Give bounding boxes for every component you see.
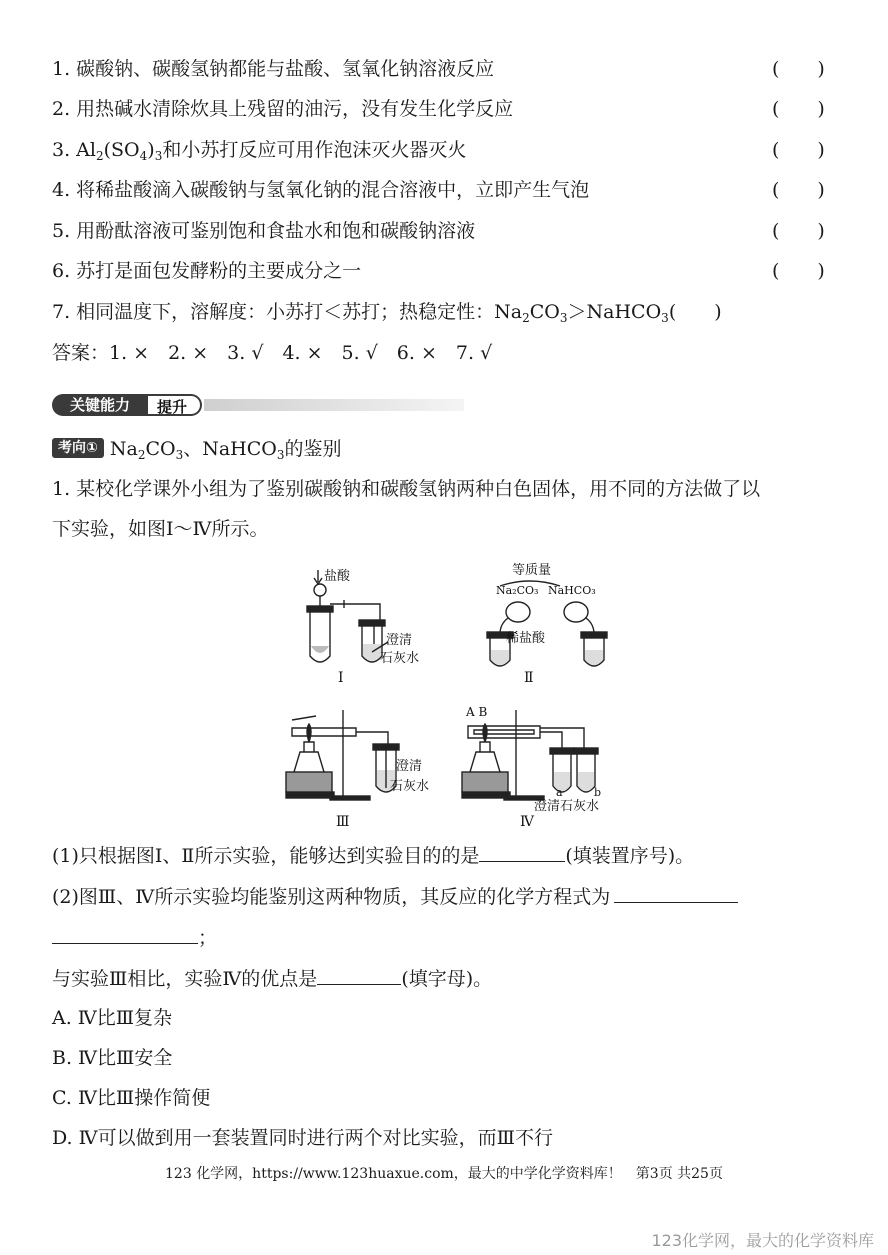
figure-4 bbox=[462, 705, 601, 830]
fig4-ab-label: A B bbox=[466, 705, 488, 719]
question-3: 3. $Al_2(SO_4)_3$和小苏打反应可用作泡沫灭火器灭火 bbox=[52, 139, 467, 163]
question-5: 5. 用酚酞溶液可鉴别饱和食盐水和饱和碳酸钠溶液 bbox=[52, 220, 476, 242]
question-1: 1. 碳酸钠、碳酸氢钠都能与盐酸、氢氧化钠溶液反应 bbox=[52, 58, 495, 80]
section-header bbox=[52, 394, 412, 416]
answer-key: 答案：1. × 2. × 3. √ 4. × 5. √ 6. × 7. √ bbox=[52, 342, 493, 364]
section-header-light: 提升 bbox=[144, 394, 202, 416]
figure-3 bbox=[286, 710, 429, 830]
answer-paren-6: ( ) bbox=[772, 260, 825, 282]
answer-paren-3: ( ) bbox=[772, 139, 825, 161]
fig1-roman-label: Ⅰ bbox=[338, 670, 344, 686]
subquestion-2: (2)图Ⅲ、Ⅳ所示实验均能鉴别这两种物质，其反应的化学方程式为 bbox=[52, 884, 738, 909]
subquestion-3: 与实验Ⅲ相比，实验Ⅳ的优点是 (填字母)。 bbox=[52, 968, 493, 990]
option-a: A. Ⅳ比Ⅲ复杂 bbox=[52, 1007, 173, 1029]
fig4-a-label: a bbox=[556, 786, 563, 799]
apparatus-figures bbox=[0, 560, 888, 830]
answer-paren-5: ( ) bbox=[772, 220, 825, 242]
figure-2 bbox=[487, 563, 607, 686]
fig2-nahco3-label: NaHCO₃ bbox=[548, 584, 596, 597]
section-header-bar bbox=[204, 399, 464, 411]
answer-blank-2[interactable] bbox=[614, 884, 738, 903]
fig2-acid-label: 稀盐酸 bbox=[506, 631, 546, 646]
fig4-lime-label: 澄清石灰水 bbox=[534, 799, 600, 814]
fig1-acid-label: 盐酸 bbox=[324, 569, 351, 584]
fig3-lime-label-2: 石灰水 bbox=[390, 779, 430, 794]
fig2-na2co3-label: Na₂CO₃ bbox=[496, 584, 539, 597]
fig2-equal-label: 等质量 bbox=[512, 563, 552, 578]
question-7: 7. 相同温度下，溶解度：小苏打＜苏打；热稳定性：$Na_2CO_3>NaHCO_3$( ) bbox=[52, 301, 722, 325]
question-2: 2. 用热碱水清除炊具上残留的油污，没有发生化学反应 bbox=[52, 98, 514, 120]
option-b: B. Ⅳ比Ⅲ安全 bbox=[52, 1047, 173, 1069]
fig2-roman-label: Ⅱ bbox=[524, 670, 534, 686]
answer-paren-1: ( ) bbox=[772, 58, 825, 80]
fig4-b-label: b bbox=[594, 786, 602, 799]
option-d: D. Ⅳ可以做到用一套装置同时进行两个对比实验，而Ⅲ不行 bbox=[52, 1127, 553, 1149]
kaoxiang-heading bbox=[52, 434, 342, 462]
page-footer: 123 化学网，https://www.123huaxue.com，最大的中学化学资料库！ 第3页 共25页 bbox=[165, 1166, 723, 1182]
fig3-roman-label: Ⅲ bbox=[336, 814, 350, 830]
kaoxiang-badge: 考向① bbox=[52, 438, 104, 458]
answer-blank-3[interactable] bbox=[52, 925, 198, 944]
answer-paren-4: ( ) bbox=[772, 179, 825, 201]
question-4: 4. 将稀盐酸滴入碳酸钠与氢氧化钠的混合溶液中，立即产生气泡 bbox=[52, 179, 590, 201]
answer-paren-2: ( ) bbox=[772, 98, 825, 120]
fig1-lime-label-2: 石灰水 bbox=[380, 651, 420, 666]
fig4-roman-label: Ⅳ bbox=[520, 814, 534, 830]
problem-line-1: 1. 某校化学课外小组为了鉴别碳酸钠和碳酸氢钠两种白色固体，用不同的方法做了以 bbox=[52, 478, 761, 500]
problem-line-2: 下实验，如图Ⅰ～Ⅳ所示。 bbox=[52, 518, 269, 540]
figure-1 bbox=[307, 568, 419, 686]
option-c: C. Ⅳ比Ⅲ操作简便 bbox=[52, 1087, 211, 1109]
answer-blank-1[interactable] bbox=[479, 843, 565, 862]
subquestion-2-cont: ； bbox=[52, 925, 217, 950]
fig1-lime-label-1: 澄清 bbox=[386, 633, 413, 648]
section-header-dark: 关键能力 bbox=[52, 394, 148, 416]
kaoxiang-title: $Na_2CO_3$、NaHCO$_3$的鉴别 bbox=[109, 438, 342, 462]
question-6: 6. 苏打是面包发酵粉的主要成分之一 bbox=[52, 260, 362, 282]
watermark: 123化学网，最大的化学资料库 bbox=[651, 1231, 874, 1250]
answer-blank-4[interactable] bbox=[317, 966, 401, 985]
subquestion-1: (1)只根据图Ⅰ、Ⅱ所示实验，能够达到实验目的的是 (填装置序号)。 bbox=[52, 845, 695, 867]
fig3-lime-label-1: 澄清 bbox=[396, 759, 423, 774]
